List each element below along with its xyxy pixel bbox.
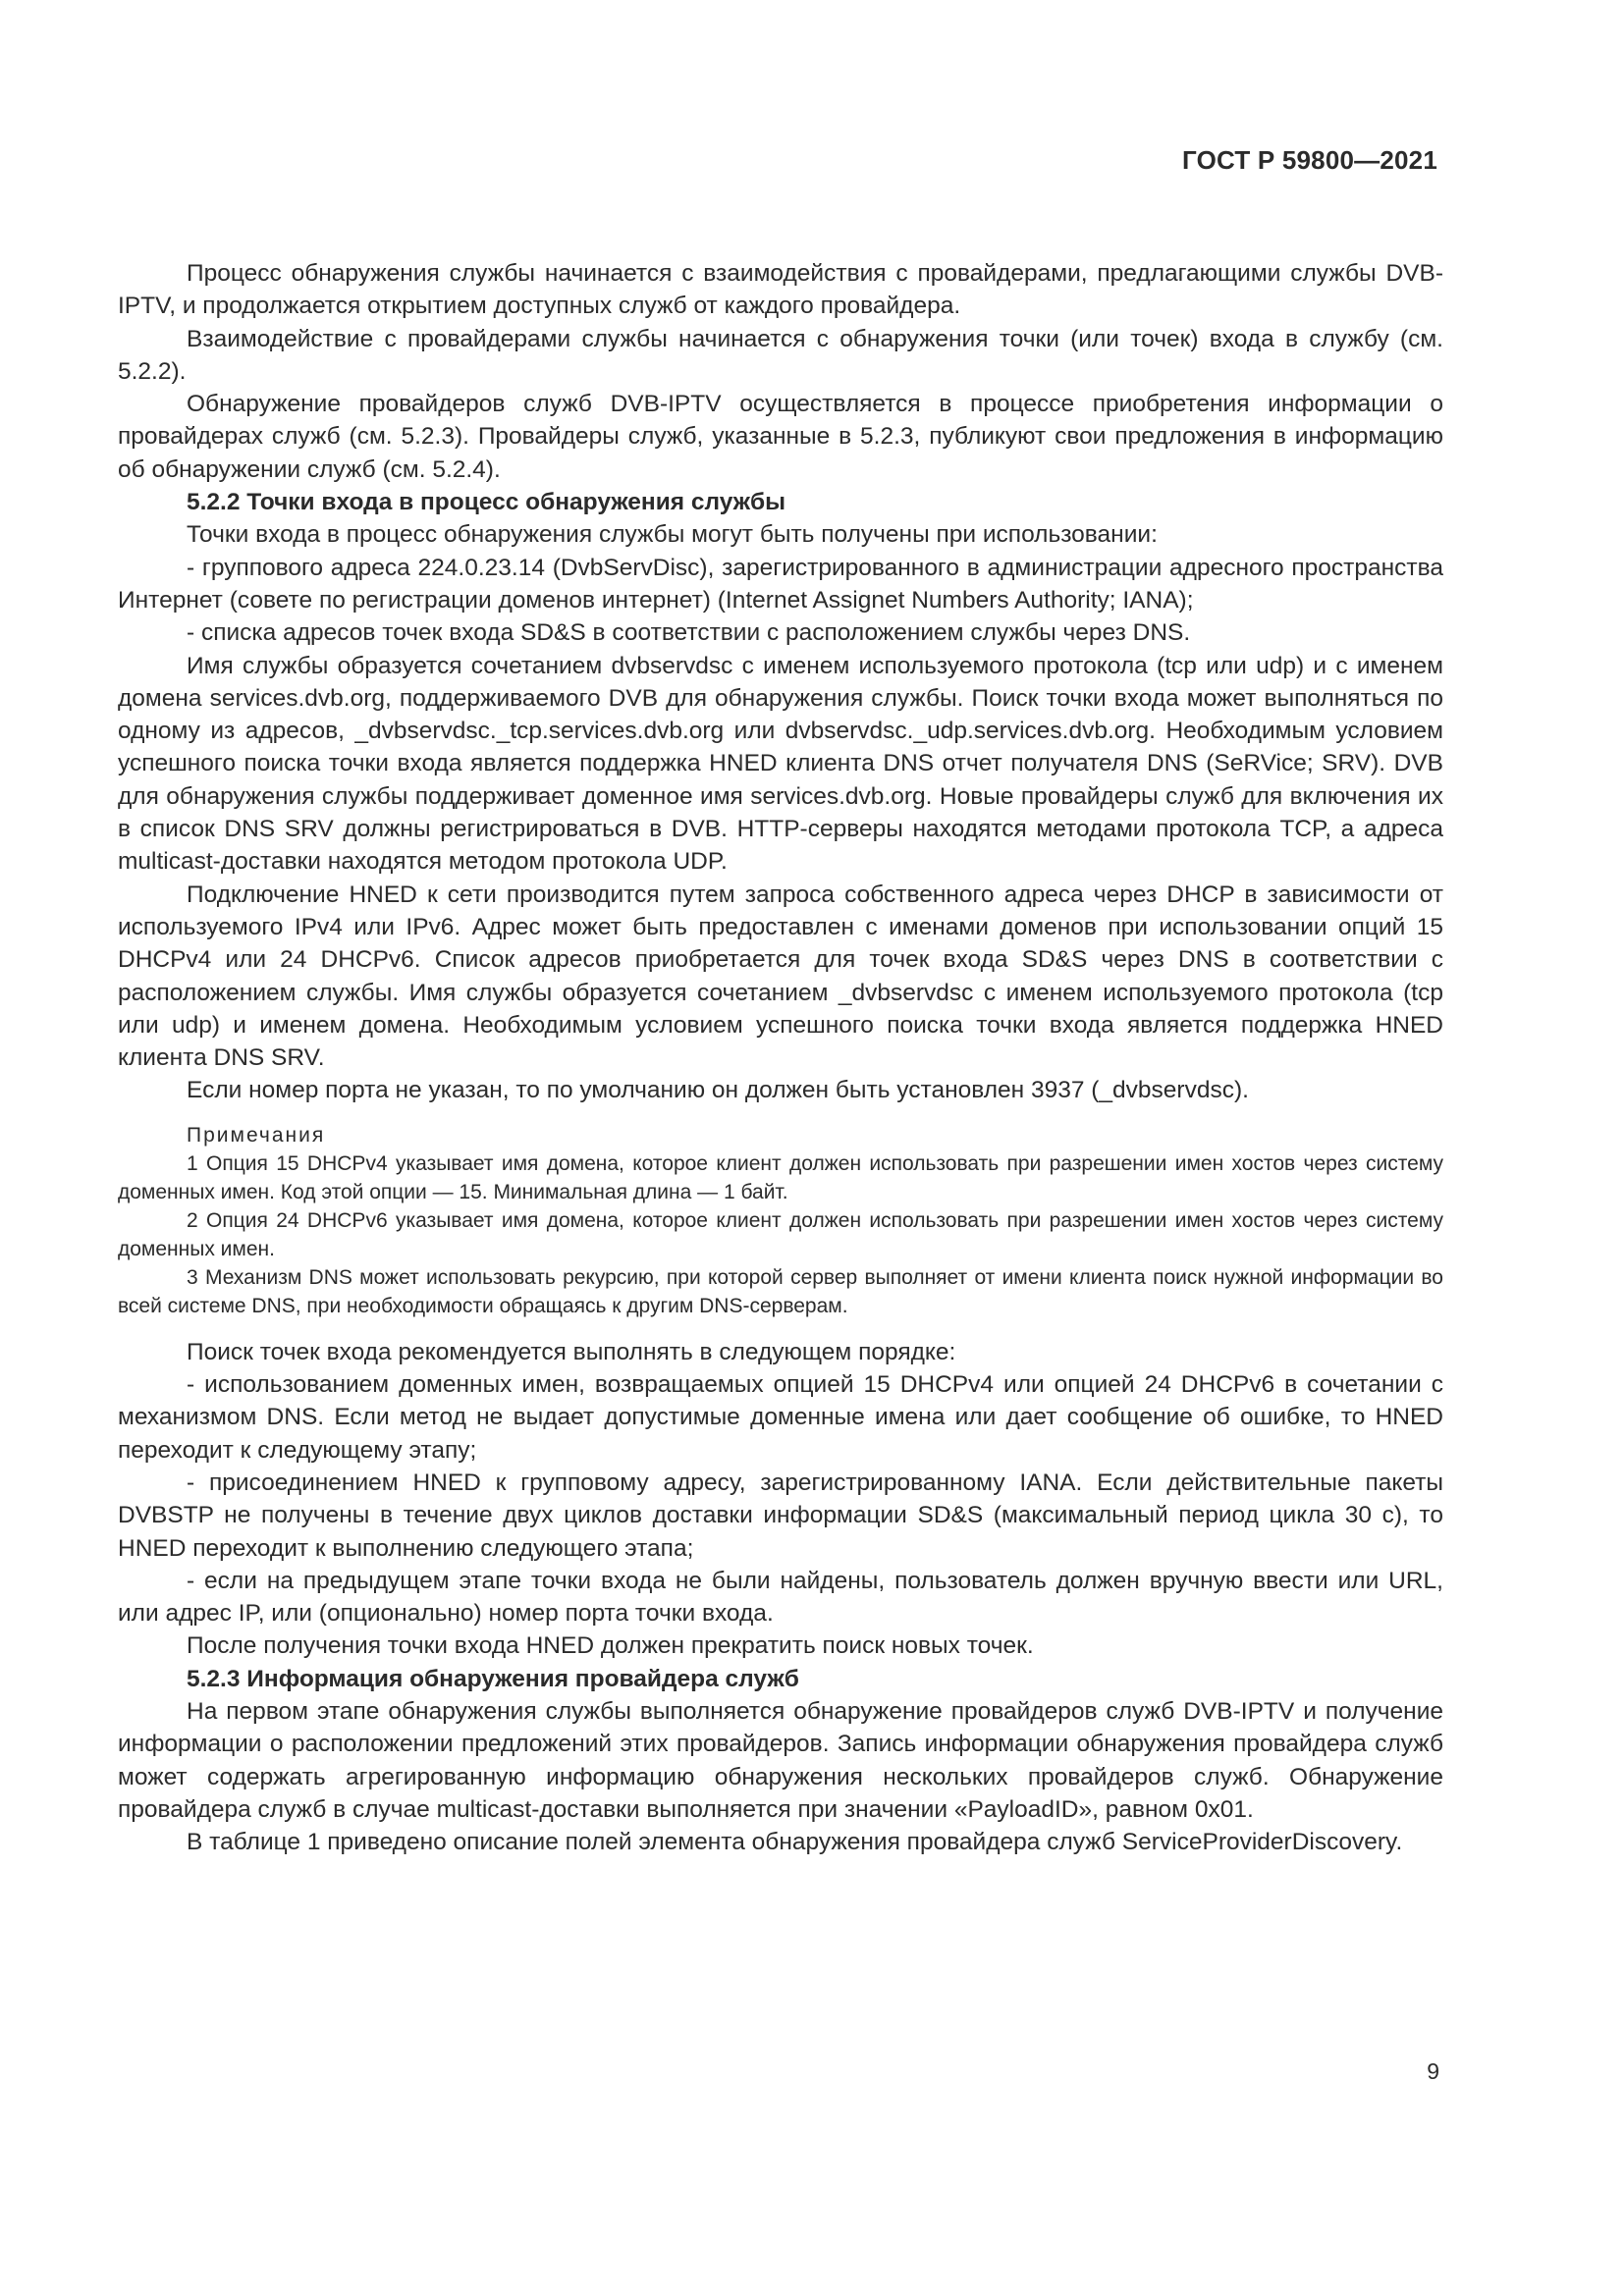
list-item: - группового адреса 224.0.23.14 (DvbServDisc), зарегистрированного в администрации адресного пространства Интернет (совете по регистрации доменов интернет) (Internet Assignet Numbers Authority; IANA); [118, 554, 1443, 614]
paragraph: Процесс обнаружения службы начинается с взаимодействия с провайдерами, предлагающими службы DVB-IPTV, и продолжается открытием доступных служб от каждого провайдера. [118, 260, 1443, 320]
list-item: - использованием доменных имен, возвращаемых опцией 15 DHCPv4 или опцией 24 DHCPv6 в сочетании с механизмом DNS. Если метод не выдает допустимые доменные имена или дает сообщение об ошибке, то HNED переходит к следующему этапу; [118, 1371, 1443, 1464]
notes-title: Примечания [187, 1123, 326, 1147]
section-heading-5-2-2: 5.2.2 Точки входа в процесс обнаружения службы [187, 489, 786, 516]
paragraph: Точки входа в процесс обнаружения службы могут быть получены при использовании: [187, 521, 1158, 549]
paragraph: Подключение HNED к сети производится путем запроса собственного адреса через DHCP в зависимости от используемого IPv4 или IPv6. Адрес может быть предоставлен с именами доменов при использовании опций 15 DHCPv4 или 24 DHCPv6. Список адресов приобретается для точек входа SD&S через DNS в соответствии с расположением службы. Имя службы образуется сочетанием _dvbservdsc с именем используемого протокола (tcp или udp) и именем домена. Необходимым условием успешного поиска точки входа является поддержка HNED клиента DNS SRV. [118, 881, 1443, 1072]
paragraph: Имя службы образуется сочетанием dvbservdsc с именем используемого протокола (tcp или udp) и с именем домена services.dvb.org, поддерживаемого DVB для обнаружения службы. Поиск точки входа может выполняться по одному из адресов, _dvbservdsc._tcp.services.dvb.org или dvbservdsc._udp.services.dvb.org. Необходимым условием успешного поиска точки входа является поддержка HNED клиента DNS отчет получателя DNS (SeRVice; SRV). DVB для обнаружения службы поддерживает доменное имя services.dvb.org. Новые провайдеры служб для включения их в список DNS SRV должны регистрироваться в DVB. HTTP-серверы находятся методами протокола TCP, а адреса multicast-доставки находятся методом протокола UDP. [118, 652, 1443, 876]
paragraph: Поиск точек входа рекомендуется выполнять в следующем порядке: [187, 1338, 956, 1365]
paragraph: После получения точки входа HNED должен прекратить поиск новых точек. [187, 1632, 1034, 1660]
list-item: - присоединением HNED к групповому адресу, зарегистрированному IANA. Если действительные пакеты DVBSTP не получены в течение двух циклов доставки информации SD&S (максимальный период цикла 30 с), то HNED переходит к выполнению следующего этапа; [118, 1468, 1443, 1562]
notes-block [118, 1121, 1443, 1320]
page-body [118, 257, 1443, 1858]
page-number: 9 [1427, 2058, 1439, 2084]
list-item: - списка адресов точек входа SD&S в соответствии с расположением службы через DNS. [187, 619, 1191, 647]
note-item: 1 Опция 15 DHCPv4 указывает имя домена, которое клиент должен использовать при разрешении имен хостов через систему доменных имен. Код этой опции — 15. Минимальная длина — 1 байт. [118, 1151, 1443, 1203]
paragraph: В таблице 1 приведено описание полей элемента обнаружения провайдера служб ServiceProviderDiscovery. [187, 1829, 1403, 1856]
document-id-header: ГОСТ Р 59800—2021 [1182, 145, 1437, 175]
paragraph: На первом этапе обнаружения службы выполняется обнаружение провайдеров служб DVB-IPTV и получение информации о расположении предложений этих провайдеров. Запись информации обнаружения провайдера служб может содержать агрегированную информацию обнаружения нескольких провайдеров служб. Обнаружение провайдера служб в случае multicast-доставки выполняется при значении «PayloadID», равном 0x01. [118, 1697, 1443, 1823]
note-item: 2 Опция 24 DHCPv6 указывает имя домена, которое клиент должен использовать при разрешении имен хостов через систему доменных имен. [118, 1208, 1443, 1260]
paragraph: Обнаружение провайдеров служб DVB-IPTV осуществляется в процессе приобретения информации о провайдерах служб (см. 5.2.3). Провайдеры служб, указанные в 5.2.3, публикуют свои предложения в информацию об обнаружении служб (см. 5.2.4). [118, 391, 1443, 483]
section-heading-5-2-3: 5.2.3 Информация обнаружения провайдера служб [187, 1665, 799, 1692]
list-item: - если на предыдущем этапе точки входа не были найдены, пользователь должен вручную ввести или URL, или адрес IP, или (опционально) номер порта точки входа. [118, 1567, 1443, 1628]
note-item: 3 Механизм DNS может использовать рекурсию, при которой сервер выполняет от имени клиента поиск нужной информации во всей системе DNS, при необходимости обращаясь к другим DNS-серверам. [118, 1265, 1443, 1317]
paragraph: Взаимодействие с провайдерами службы начинается с обнаружения точки (или точек) входа в службу (см. 5.2.2). [118, 325, 1443, 385]
paragraph: Если номер порта не указан, то по умолчанию он должен быть установлен 3937 (_dvbservdsc). [187, 1077, 1249, 1104]
